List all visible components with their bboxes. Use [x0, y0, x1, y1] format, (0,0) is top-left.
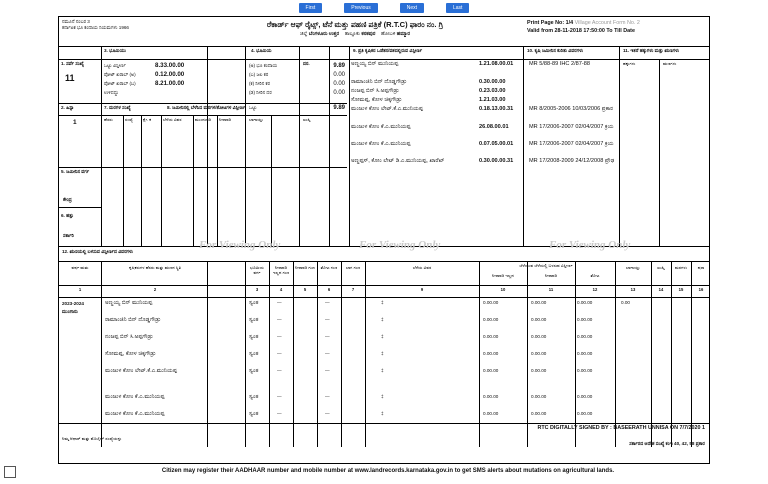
water-rate-value: 0.00 [333, 90, 345, 96]
water-cess-value: 0.00 [333, 72, 345, 78]
col-header-hissa: 2. ಹಿಸ್ಸಾ [61, 105, 74, 110]
water-tax-value: 0.00 [333, 81, 345, 87]
extent-nonirrigated: 0.00.00 [483, 351, 499, 356]
print-info-block [527, 19, 707, 35]
col-num-9: 9 [420, 287, 424, 292]
form-number-line2: ಕರ್ನಾಟಕ ಭೂ ಕಂದಾಯ ನಿಯಮಗಳು 1966 [62, 25, 129, 30]
table-row [351, 106, 768, 113]
col-num-16: 16 [698, 287, 704, 292]
owner-extent: 0.18.13.00.31 [479, 106, 514, 112]
col-header-owner-extent: 9. ಪ್ರತಿ ಕೃಷಿಕನ ಒಡೆತನ/ವಶದಲ್ಲಿರುವ ವಿಸ್ತೀರ್ಣ [353, 48, 423, 53]
sy-no-value: 11 [65, 73, 75, 83]
owner-mutation: MR 17/2006-2007 02/04/2007 ಕ್ರಯ [529, 141, 614, 147]
col-header-trees: 7. ಮರಗಳ ಸಂಖ್ಯೆ [104, 105, 131, 110]
col6-value: — [325, 334, 330, 339]
extent-irrigated: 0.00.00 [531, 317, 547, 322]
other-liens-subheader: ಋಣಗಳು [663, 61, 677, 66]
col-header-khushki: ಖುಷ್ಕಿ [657, 265, 665, 270]
table-row [351, 61, 768, 68]
cultivator-name: ರಾಮಾಂಜಿನಿ ಬಿನ್ ದೊಡ್ಡಗೌಡ್ರು [105, 317, 161, 323]
col-num-7: 7 [351, 287, 355, 292]
footer-kannada-small: ನಿಮ್ಮ ಆಧಾರ್ ಮತ್ತು ಮೊಬೈಲ್ ಸಂಖ್ಯೆಯನ್ನು [62, 436, 122, 441]
col4-value: — [277, 394, 282, 399]
table-row [351, 97, 768, 104]
print-page-number: Print Page No: 1/4 [527, 20, 574, 26]
col-header-remarks: ಷರಾ [697, 265, 705, 270]
table-row [59, 299, 711, 317]
water-tax-label: (ಕ) ನೀರಿನ ಕರ [249, 81, 271, 86]
col-header-crop-details: ಬೆಳೆಯ ವಿವರ [412, 265, 432, 270]
tree-subheader-6: ನೀರಾವರಿ [219, 117, 232, 122]
cultivator-name: ನಂಜಪ್ಪ ಬಿನ್ ಸಿ.ಅಪ್ಪಗೌಡ್ರು [105, 334, 154, 340]
owner-mutation [523, 97, 619, 104]
form-number-block [62, 19, 182, 31]
water-rate-label: (ಡ) ನೀರಿನ ದರ [249, 90, 272, 95]
owner-name: ಸೋಮಪ್ಪ, ಕೋಳ ಚಿಕ್ಕಗೌಡ್ರು [351, 97, 402, 103]
table-row [351, 124, 768, 131]
table-row [59, 393, 711, 411]
col-num-10: 10 [500, 287, 506, 292]
section-12-title: 12. ಋಣಿಯಲ್ಲಿ ಬಳಸುವ ವಿಸ್ತೀರ್ಣದ ವಿವರಗಳು [62, 249, 133, 254]
col-header-land-details: 10. ಕೃಷಿ ಜಮೀನಿನ ಕುರಿತು ವಿವರಗಳು [527, 48, 584, 53]
col-num-15: 15 [678, 287, 684, 292]
total-label: ಒಟ್ಟು [249, 105, 257, 110]
cultivator-name: ಅಣ್ಣಯ್ಯ ಬಿನ್ ಮುನಿಯಪ್ಪ [105, 300, 153, 306]
watermark-3: For Viewing Only [549, 239, 631, 251]
col-num-6: 6 [327, 287, 331, 292]
crop-mark: ‡ [381, 394, 384, 399]
crop-mark: ‡ [381, 351, 384, 356]
col6-value: — [325, 394, 330, 399]
owner-mutation: MR 5/88-89 IHC 2/87-88 [529, 61, 590, 67]
remaining-label: ಉಳಿದದ್ದು [104, 90, 119, 95]
land-class: ಸ್ವಂತ [249, 317, 259, 323]
col-num-3: 3 [255, 287, 259, 292]
sarkar-label: ಸರ್ಕಾರಿ [63, 233, 74, 238]
year-value: 2023-2024 [62, 301, 84, 306]
table-row [351, 88, 768, 95]
pot-kharab-a-label: ಪೋಟ್ ಖರಾಬ್ (ಅ) [104, 72, 136, 77]
col6-value: — [325, 368, 330, 373]
col4-value: — [277, 300, 282, 305]
extent-nonirrigated: 0.00.00 [483, 394, 499, 399]
extent-nonirrigated: 0.00.00 [483, 411, 499, 416]
land-class: ಸ್ವಂತ [249, 300, 259, 306]
pot-kharab-b-label: ಪೋಟ್ ಖರಾಬ್ (ಬ) [104, 81, 136, 86]
owner-extent: 1.21.08.00.01 [479, 61, 514, 67]
crop-mark: ‡ [381, 317, 384, 322]
tree-subheader-4: ಬೆಳೆಯ ವಿವರ [163, 117, 182, 122]
col4-value: — [277, 368, 282, 373]
table-row [351, 141, 768, 148]
navigation-bar [0, 2, 768, 14]
col-num-2: 2 [153, 287, 157, 292]
col-header-other-rights: 11. ಇತರೆ ಹಕ್ಕುಗಳು ಮತ್ತು ಋಣಗಳು [623, 48, 680, 53]
col6-value: — [325, 351, 330, 356]
col-header-land-class: 5. ಜಮೀನಿನ ವರ್ಗ [61, 169, 90, 174]
hissa-value: 1 [73, 119, 77, 126]
extent-garden: 0.00.00 [577, 334, 593, 339]
owner-name: ರಾಮಾಂಜಿನಿ ಬಿನ್ ದೊಡ್ಡಗೌಡ್ರು [351, 79, 407, 85]
col-header-sy-no: 1. ಸರ್ವೆ ಸಂಖ್ಯೆ [61, 61, 84, 66]
extent-irrigated: 0.00.00 [531, 411, 547, 416]
table-row [59, 333, 711, 351]
document-title: ರೆಕಾರ್ಡ್ ಆಫ್ ರೈಟ್ಸ್, ಟೆನೆ ಮತ್ತು ಪಹಣಿ ಪತ್ರಿಕೆ (R.T.C) ಫಾರಂ ನಂ. ಗ್ರಿ [266, 20, 444, 29]
land-class: ಸ್ವಂತ [249, 368, 259, 374]
owner-name: ಅಣ್ಣಯ್ಯ ಬಿನ್ ಮುನಿಯಪ್ಪ [351, 61, 399, 67]
extent-garden: 0.00.00 [577, 317, 593, 322]
taluk-label: ತಾಲ್ಲೂಕು [344, 31, 360, 37]
col-num-5: 5 [303, 287, 307, 292]
crop-mark: ‡ [381, 300, 384, 305]
land-class: ಸ್ವಂತ [249, 334, 259, 340]
kendra-label: ಕೇಂದ್ರ [63, 197, 72, 202]
extent-garden: 0.00.00 [577, 368, 593, 373]
col-header-land-4: 4. ಭೂಮಿಯ [251, 48, 272, 53]
owner-name: ಮಂಜುಳ ಕೋಂ ಕೆ.ಎ.ಮುನಿಯಪ್ಪ [351, 124, 411, 130]
table-row [59, 367, 711, 393]
owner-mutation [523, 79, 619, 86]
pot-kharab-a-value: 0.12.00.00 [155, 71, 185, 78]
col-num-13: 13 [630, 287, 636, 292]
owner-extent: 0.30.00.00 [479, 79, 506, 85]
owner-mutation [523, 88, 619, 95]
season-value: ಮುಂಗಾರು [62, 309, 78, 314]
land-class: ಸ್ವಂತ [249, 351, 259, 357]
taluk-value: ಕನಕಪುರ [361, 31, 376, 37]
tree-subheader-5: ಮುಂದುವರಿ [195, 117, 212, 122]
crop-mark: ‡ [381, 334, 384, 339]
total-extent-value: 8.33.00.00 [155, 62, 185, 69]
tree-subheader-2: ಸಂಖ್ಯೆ [125, 117, 133, 122]
page-corner-box [4, 466, 16, 478]
village-account-form-no: Village Account Form No. 2 [574, 20, 640, 26]
group-header-extent: ಬೆಳೆಯುವ ಬೆಳೆಯಲ್ಲಿ ಬಳಸುವ ವಿಸ್ತೀರ್ಣ [519, 263, 573, 268]
col-header-land-3: 3. ಭೂಮಿಯು [104, 48, 126, 53]
extent-irrigated: 0.00.00 [531, 368, 547, 373]
col6-value: — [325, 317, 330, 322]
col-header-cultivator: ಕೃಷಿಕರುಗಳ ಹೆಸರು ಮತ್ತು ಋಣದ ಸ್ಥಿತಿ [129, 265, 181, 270]
hobli-value: ಹಮ್ಮಾರ [396, 31, 411, 37]
owner-extent: 0.23.03.00 [479, 88, 506, 94]
tree-subheader-3: ಕ್ಷೇ. ಕ [143, 117, 152, 122]
crop-mark: ‡ [381, 368, 384, 373]
total-extent-label: ಒಟ್ಟು ವಿಸ್ತೀರ್ಣ [104, 63, 126, 68]
col-num-4: 4 [279, 287, 283, 292]
district-value: ಬೆಂಗಳೂರು ಉತ್ತರ [308, 31, 340, 37]
extent-irrigated: 0.00.00 [531, 300, 547, 305]
extent-bagayat: 0.00 [621, 300, 630, 305]
extent-garden: 0.00.00 [577, 300, 593, 305]
tree-subheader-7: ಬಾಗಾಯ್ತು [249, 117, 264, 122]
col6-value: — [325, 411, 330, 416]
col4-value: — [277, 334, 282, 339]
col4-value: — [277, 411, 282, 416]
extent-garden: 0.00.00 [577, 411, 593, 416]
hobli-label: ಹೋಬಳಿ [380, 31, 396, 37]
land-class: ಸ್ವಂತ [249, 394, 259, 400]
owner-extent: 1.21.03.00 [479, 97, 506, 103]
form-number-line1: ನಮೂನೆ ನಂಬರ 3 [62, 19, 90, 24]
col-header-baga: ಬಾಗ ಗುಣ [345, 265, 361, 270]
owner-extent: 26.08.00.01 [479, 124, 509, 130]
table-row [351, 79, 768, 86]
footer-kannada-bottom: ಸರ್ಕಾರದ ಆದೇಶ ಸಂಖ್ಯೆ ಕಂಇ 40, 42, 58 ಪ್ರಕಾರ [629, 441, 705, 446]
owner-name: ಮಂಜುಳ ಕೋಂ ಲೇಟ್.ಕೆ.ಎ.ಮುನಿಯಪ್ಪ [351, 106, 424, 112]
col-header-irrigated-2: ನೀರಾವರಿ [544, 273, 558, 278]
last-page-button[interactable]: Last [446, 3, 469, 13]
col-header-irrigated: ನೀರಾವರಿ ಗುಣ [295, 265, 315, 270]
cultivator-name: ಮಂಜುಳ ಕೋಂ ಕೆ.ಎ.ಮುನಿಯಪ್ಪ [105, 411, 165, 417]
tree-subheader-1: ಹೆಸರು [104, 117, 113, 122]
land-revenue-value: 9.89 [333, 63, 345, 69]
extent-nonirrigated: 0.00.00 [483, 334, 499, 339]
rate-header: ದರ. [303, 61, 310, 66]
owner-mutation: MR 17/2006-2007 02/04/2007 ಕ್ರಯ [529, 124, 614, 130]
cultivator-name: ಮಂಜುಳ ಕೋಂ ಕೆ.ಎ.ಮುನಿಯಪ್ಪ [105, 394, 165, 400]
extent-nonirrigated: 0.00.00 [483, 300, 499, 305]
first-page-button[interactable]: First [299, 3, 323, 13]
extent-garden: 0.00.00 [577, 394, 593, 399]
col-header-garden: ತೋಟ ಗುಣ [320, 265, 338, 270]
extent-nonirrigated: 0.00.00 [483, 317, 499, 322]
extent-irrigated: 0.00.00 [531, 351, 547, 356]
owner-rows [351, 61, 768, 165]
col-num-11: 11 [548, 287, 554, 292]
table-row [351, 158, 768, 165]
extent-nonirrigated: 0.00.00 [483, 368, 499, 373]
col-header-tree-extent: 8. ಜಮೀನಿನಲ್ಲಿ ಬೆಳೆಸಿದ ಮರಗಳ/ತೋಟಗಳ ವಿಸ್ತೀರ್ಣ [167, 105, 246, 110]
watermark-2: For Viewing Only [359, 239, 441, 251]
table-row [59, 350, 711, 368]
col-header-nonirrigated-2: ನೀರಾವರಿ ಇಲ್ಲದ [492, 273, 514, 278]
owner-name: ಅಣ್ಣಪ್ಪಸ್, ಕೋಂ ಲೇಟ್ ಡಿ.ಎ.ಮುನಿಯಪ್ಪ, ಖಾರೆಖ್ [351, 158, 445, 164]
cultivator-name: ಮಂಜುಳ ಕೋಂ ಲೇಟ್.ಕೆ.ಎ.ಮುನಿಯಪ್ಪ [105, 368, 178, 374]
col-num-1: 1 [78, 287, 82, 292]
next-page-button[interactable]: Next [400, 3, 424, 13]
location-line [185, 31, 525, 37]
document-header [59, 17, 709, 47]
col6-value: — [325, 300, 330, 305]
land-revenue-label: (ಅ) ಭೂ ಕಂದಾಯ [249, 63, 278, 68]
other-rights-subheader: ಹಕ್ಕುಗಳು [623, 61, 636, 66]
col-header-nonirrigated: ನೀರಾವರಿ ಇಲ್ಲದ ಗುಣ [272, 265, 290, 275]
col-header-garden-2: ತೋಟ [590, 273, 600, 278]
crop-mark: ‡ [381, 411, 384, 416]
rtc-document-page [58, 16, 710, 464]
table-row [59, 316, 711, 334]
col4-value: — [277, 317, 282, 322]
district-label: ಜಿಲ್ಲೆ [299, 31, 308, 37]
main-particulars-grid [59, 47, 709, 247]
pot-kharab-b-value: 8.21.00.00 [155, 80, 185, 87]
extent-irrigated: 0.00.00 [531, 394, 547, 399]
extent-irrigated: 0.00.00 [531, 334, 547, 339]
owner-mutation: MR 17/2008-2009 24/12/2008 ಪ್ರೌಢ [529, 158, 615, 164]
owner-name: ನಂಜಪ್ಪ ಬಿನ್ ಸಿ.ಅಪ್ಪಗೌಡ್ರು [351, 88, 400, 94]
col4-value: — [277, 351, 282, 356]
owner-extent: 0.30.00.00.31 [479, 158, 514, 164]
col-header-hattu: 6. ಹತ್ತು [61, 213, 74, 218]
col-num-12: 12 [592, 287, 598, 292]
col-header-year-season: ವರ್ಷ ಋತು [71, 265, 89, 270]
total-value: 9.89 [333, 105, 345, 111]
col-header-bagayat: ಬಾಗಾಯ್ತು [625, 265, 641, 270]
digital-signature-text: RTC DIGITALLY SIGNED BY : BASEERATH UNNISA ON 7/7/2020 1 [537, 425, 705, 431]
land-class: ಸ್ವಂತ [249, 411, 259, 417]
citizen-registration-note: Citizen may register their AADHAAR number and mobile number at www.landrecords.karnataka.gov.in to get SMS alerts about mutations on agricultural lands. [161, 468, 615, 474]
owner-name: ಮಂಜುಳ ಕೋಂ ಕೆ.ಎ.ಮುನಿಯಪ್ಪ [351, 141, 411, 147]
water-cess-label: (ಬ) ಜಲ ಕರ [249, 72, 269, 77]
cultivation-table [59, 247, 709, 447]
owner-mutation: MR 8/2005-2006 10/03/2006 ಪ್ರಕಾರ [529, 106, 614, 112]
watermark-1: For Viewing Only [199, 239, 281, 251]
cultivator-name: ಸೋಮಪ್ಪ, ಕೋಳ ಚಿಕ್ಕಗೌಡ್ರು [105, 351, 156, 357]
col-num-14: 14 [658, 287, 664, 292]
previous-page-button[interactable]: Previous [344, 3, 377, 13]
extent-garden: 0.00.00 [577, 351, 593, 356]
tree-subheader-8: ಖುಷ್ಕಿ [303, 117, 311, 122]
col-header-land-class-b: ಭೂಮಿಯ ವರ್ಗ [249, 265, 265, 275]
col-header-trees-2: ಮರಗಳು [674, 265, 688, 270]
validity-range: Valid from 28-11-2018 17:50:00 To Till Date [527, 28, 635, 34]
owner-extent: 0.07.05.00.01 [479, 141, 514, 147]
